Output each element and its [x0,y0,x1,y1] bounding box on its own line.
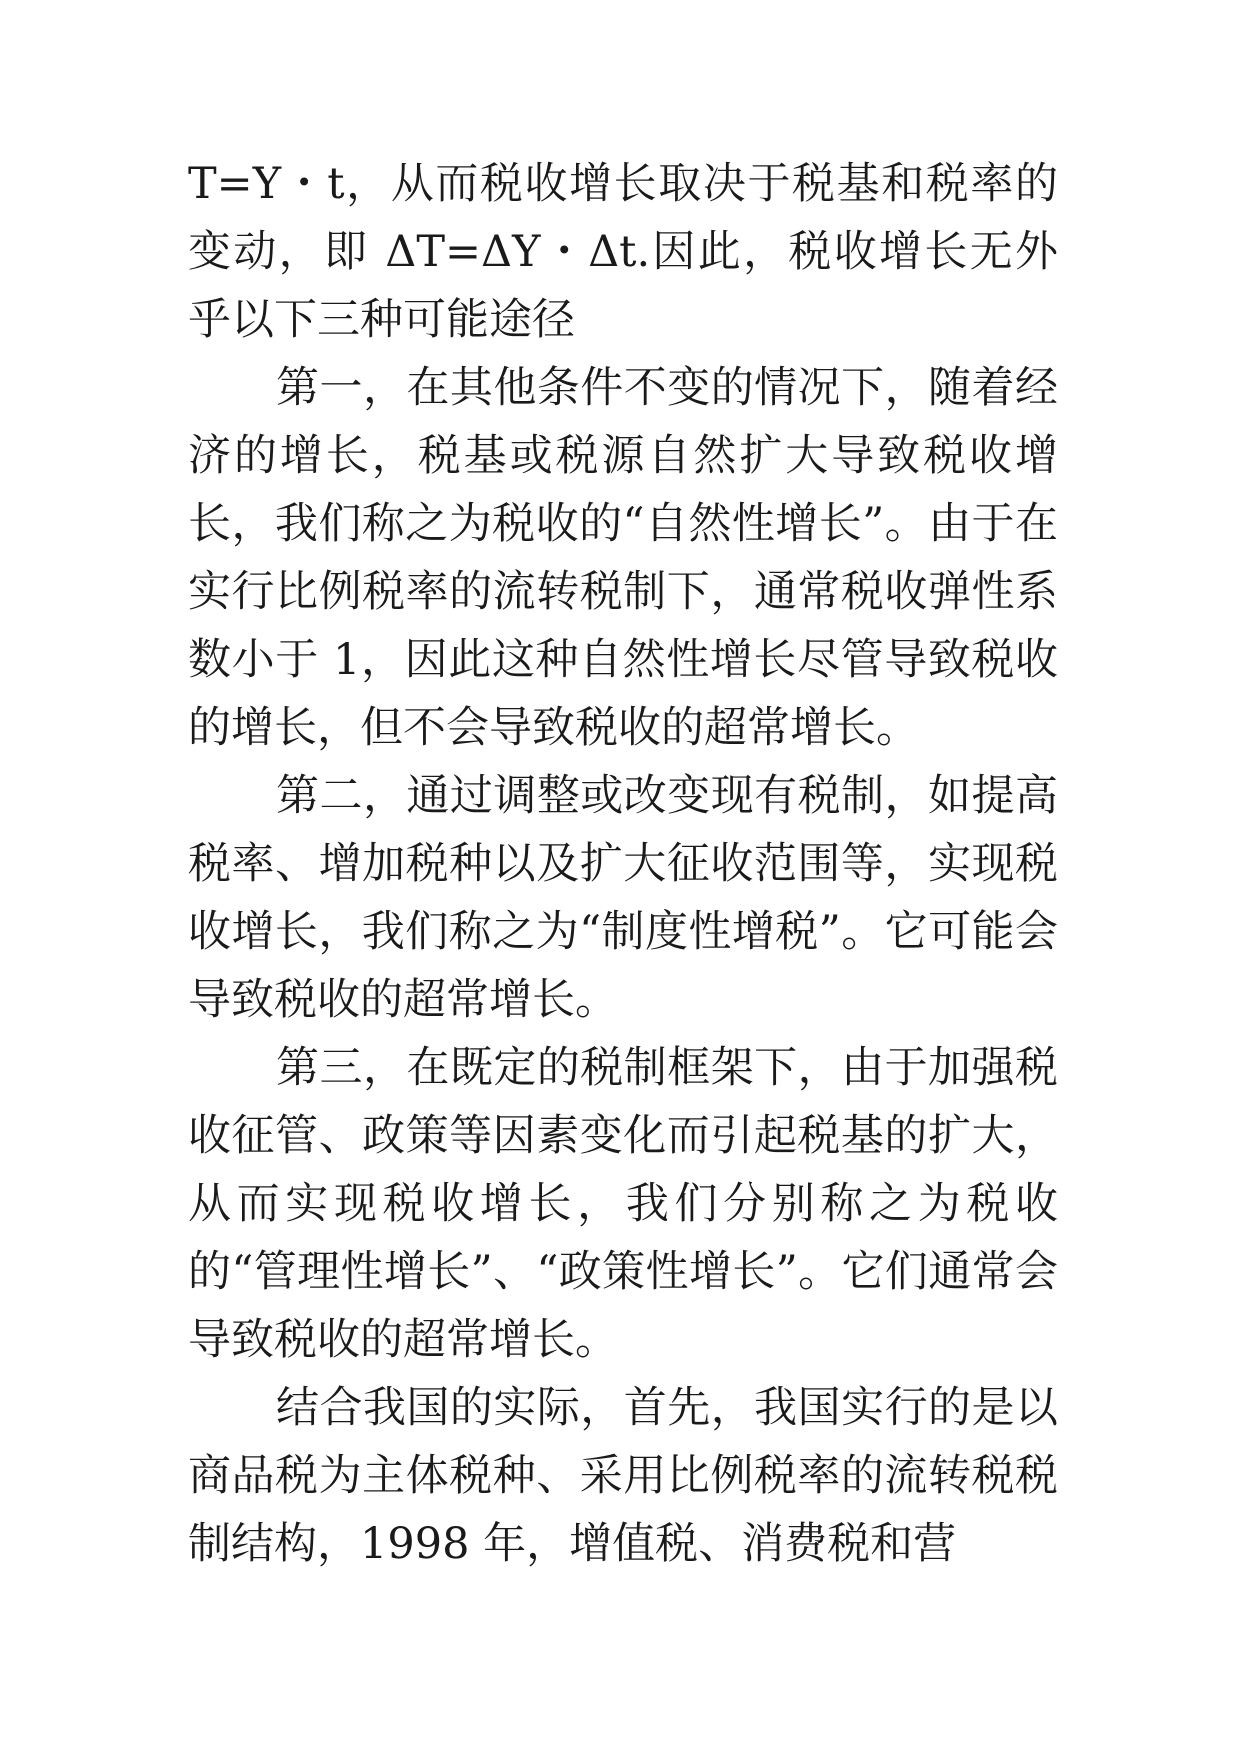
paragraph-first-path: 第一，在其他条件不变的情况下，随着经济的增长，税基或税源自然扩大导致税收增长，我们称之为税收的“自然性增长”。由于在实行比例税率的流转税制下，通常税收弹性系数小于 1，因此这种自然性增长尽管导致税收的增长，但不会导致税收的超常增长。 [188,363,1058,753]
paragraph-third-path: 第三，在既定的税制框架下，由于加强税收征管、政策等因素变化而引起税基的扩大，从而实现税收增长，我们分别称之为税收的“管理性增长”、“政策性增长”。它们通常会导致税收的超常增长。 [188,1043,1058,1365]
paragraph-second-path: 第二，通过调整或改变现有税制，如提高税率、增加税种以及扩大征收范围等，实现税收增长，我们称之为“制度性增税”。它可能会导致税收的超常增长。 [188,771,1058,1025]
paragraph-continuation: T=Y・t，从而税收增长取决于税基和税率的变动，即 ΔT=ΔY・Δt.因此，税收增长无外乎以下三种可能途径 [188,159,1058,345]
body-text [188,0,1058,1578]
paragraph-china-context: 结合我国的实际，首先，我国实行的是以商品税为主体税种、采用比例税率的流转税税制结构，1998 年，增值税、消费税和营 [188,1383,1058,1569]
document-page [188,0,1058,1754]
